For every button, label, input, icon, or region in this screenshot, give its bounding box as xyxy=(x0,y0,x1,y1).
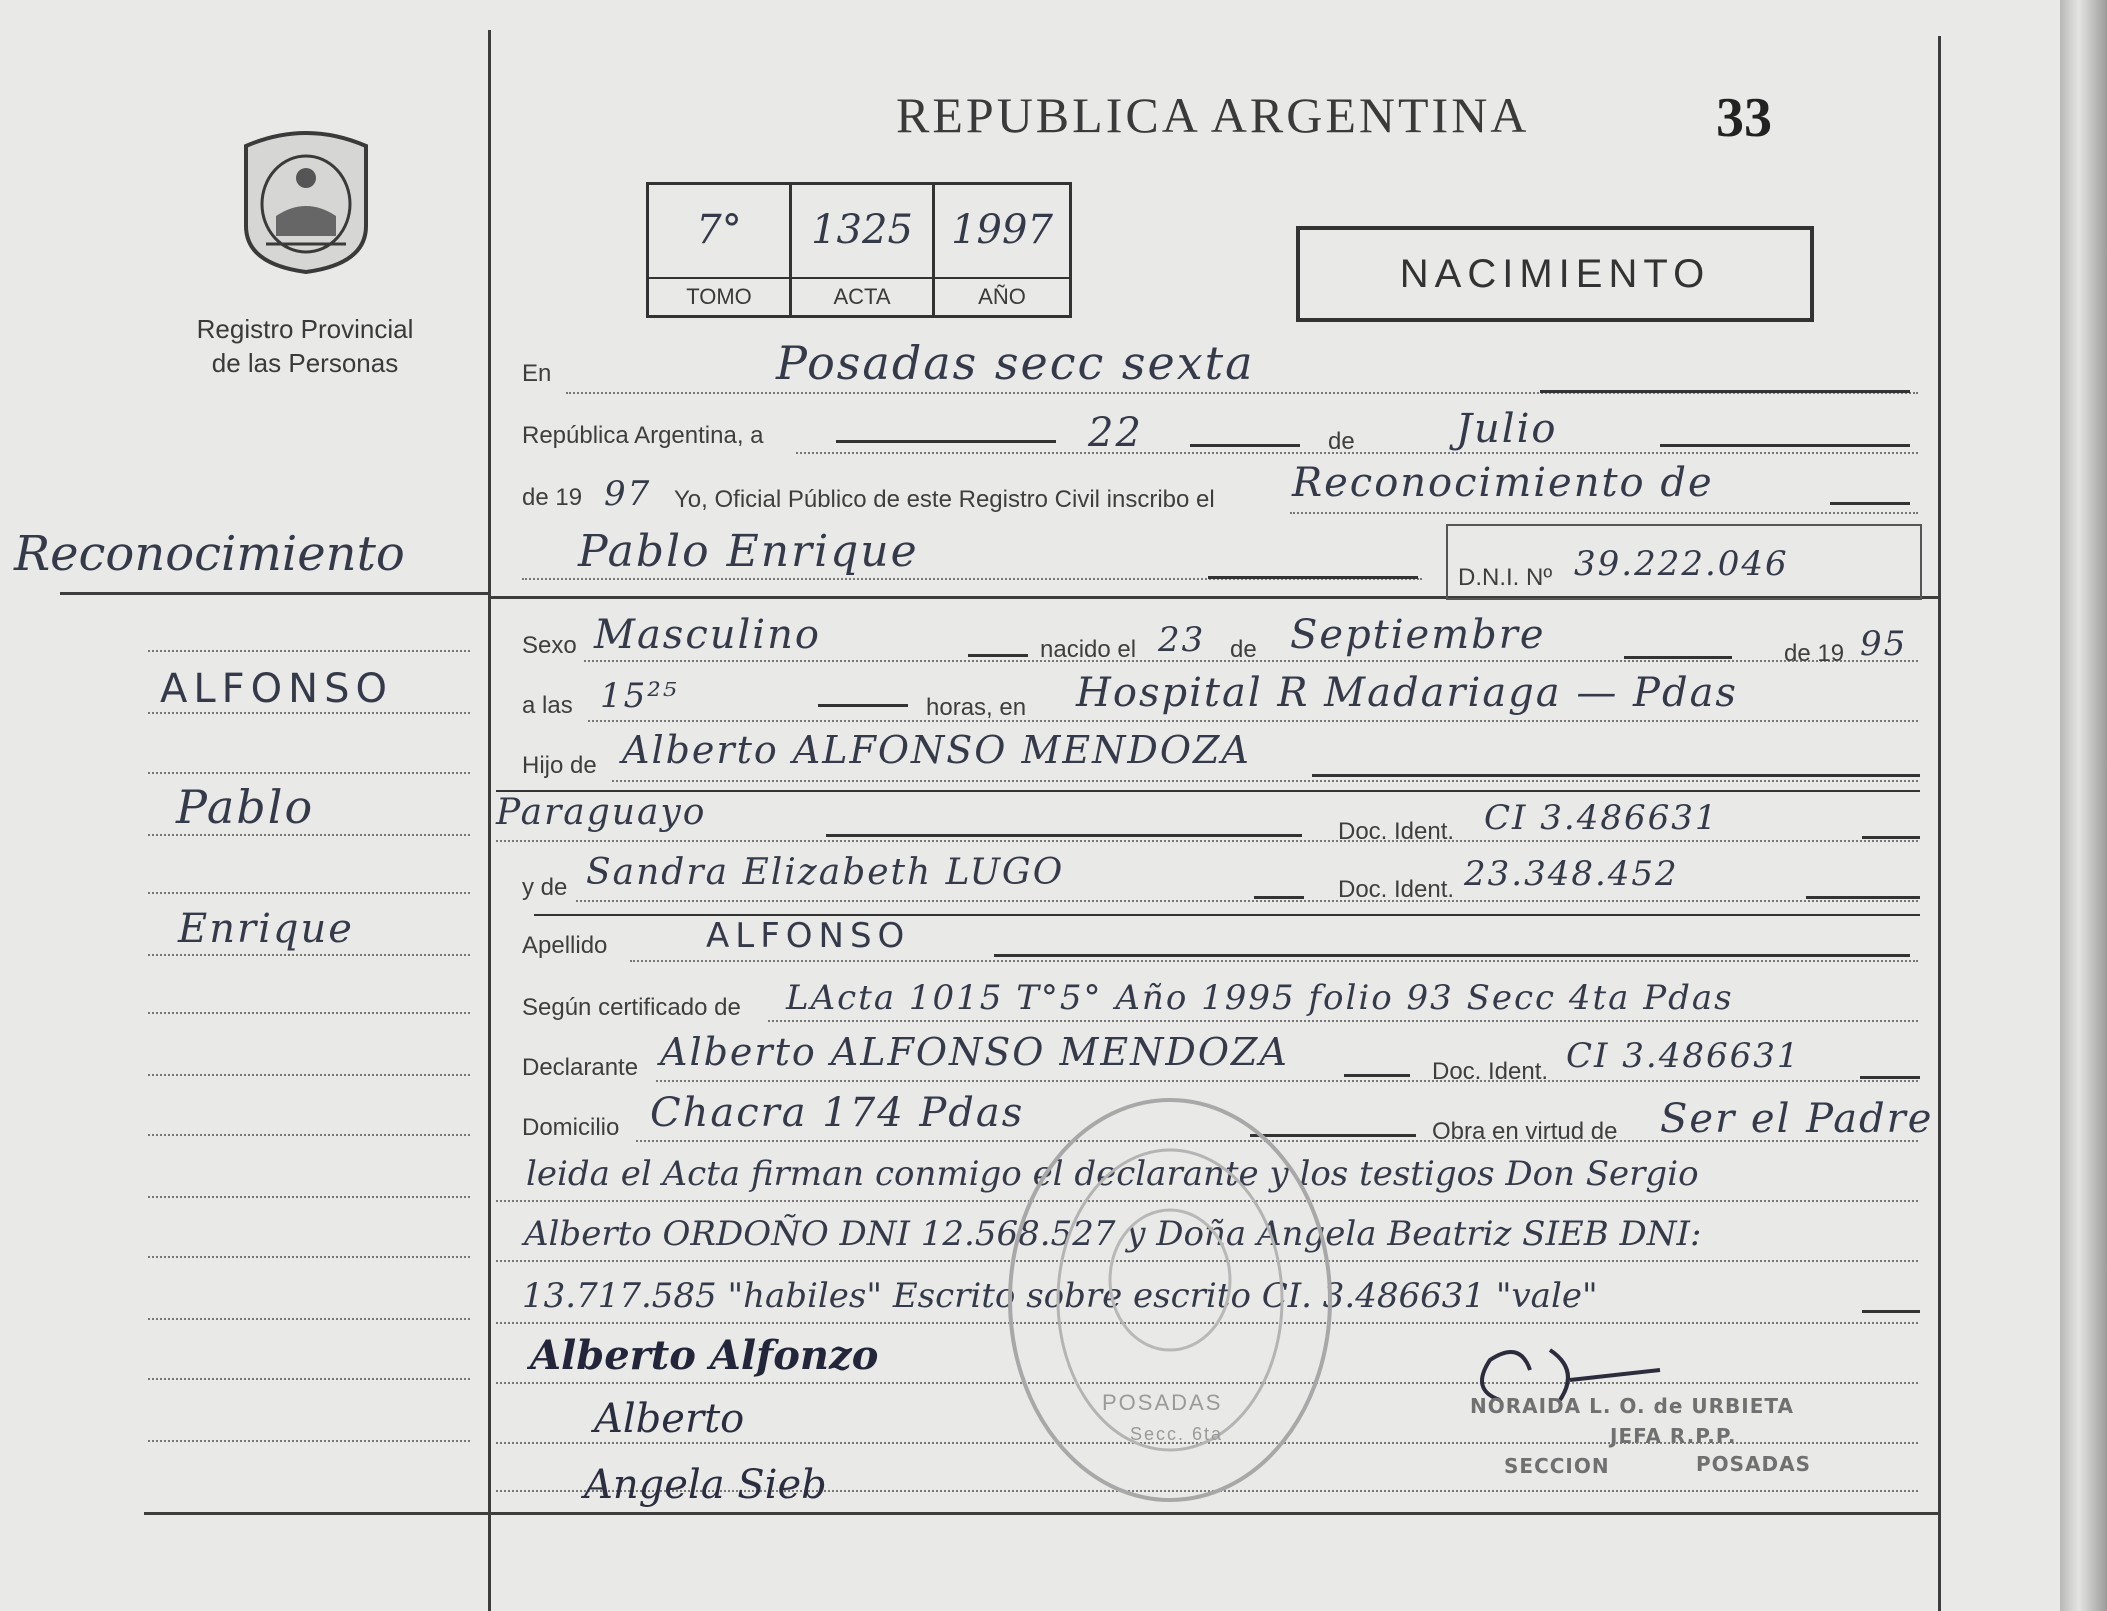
stamp-city: POSADAS xyxy=(1102,1390,1223,1415)
value-certificado: LActa 1015 T°5° Año 1995 folio 93 Secc 4ta Pdas xyxy=(786,978,1734,1018)
margin-dots xyxy=(148,1378,470,1380)
fill-line xyxy=(1254,896,1304,899)
row-dots xyxy=(496,840,1918,842)
official-section-label: SECCION xyxy=(1504,1454,1610,1478)
label-en: En xyxy=(522,360,552,387)
label-sexo: Sexo xyxy=(522,632,577,659)
stamp-section: Secc. 6ta xyxy=(1130,1424,1224,1444)
margin-dots xyxy=(148,1074,470,1076)
label-a-las: a las xyxy=(522,692,573,719)
label-doc-ident-declarante: Doc. Ident. xyxy=(1432,1058,1549,1085)
label-republica: República Argentina, a xyxy=(522,422,764,449)
registry-line-1: Registro Provincial xyxy=(196,314,414,344)
fill-line xyxy=(1806,896,1920,899)
signature-witness-1: Alberto xyxy=(594,1396,745,1442)
margin-top-rule xyxy=(60,592,490,595)
margin-dots xyxy=(148,1196,470,1198)
ano-value: 1997 xyxy=(951,207,1053,253)
fill-line xyxy=(1860,1076,1920,1079)
tomo-label: TOMO xyxy=(649,277,789,315)
margin-dots xyxy=(148,650,470,652)
value-nombre: Pablo Enrique xyxy=(578,526,919,577)
signature-declarante: Alberto Alfonzo xyxy=(530,1332,879,1379)
label-de-mes: de xyxy=(1230,636,1257,663)
fill-line xyxy=(818,704,908,707)
label-obra-en-virtud: Obra en virtud de xyxy=(1432,1118,1618,1145)
margin-dots xyxy=(148,892,470,894)
margin-dots xyxy=(148,1318,470,1320)
value-padre-nac: Paraguayo xyxy=(496,792,707,833)
registry-line-2: de las Personas xyxy=(211,348,399,378)
fill-line xyxy=(1624,656,1732,659)
registry-name xyxy=(160,312,450,380)
fill-line xyxy=(994,954,1910,957)
acta-label: ACTA xyxy=(792,277,932,315)
margin-dots xyxy=(148,712,470,714)
value-apellido: ALFONSO xyxy=(706,916,911,956)
fill-line xyxy=(1344,1074,1410,1077)
value-padre-doc: CI 3.486631 xyxy=(1484,798,1719,838)
value-mes: Julio xyxy=(1456,406,1558,452)
value-dia: 22 xyxy=(1088,410,1143,456)
observation-line-3: 13.717.585 "habiles" Escrito sobre escrito CI. 3.486631 "vale" xyxy=(522,1276,1598,1316)
label-de-19: de 19 xyxy=(522,484,583,511)
acta-value: 1325 xyxy=(811,207,913,253)
label-yo-oficial: Yo, Oficial Público de este Registro Civil inscribo el xyxy=(674,486,1215,513)
right-border xyxy=(1938,36,1941,1611)
value-inscribe: Reconocimiento de xyxy=(1292,460,1714,506)
value-lugar: Posadas secc sexta xyxy=(776,336,1255,390)
observation-line-1: leida el Acta firman conmigo el declarante y los testigos Don Sergio xyxy=(526,1154,1699,1194)
margin-surname: ALFONSO xyxy=(160,666,393,712)
fill-line xyxy=(1190,444,1300,447)
label-doc-ident-madre: Doc. Ident. xyxy=(1338,876,1455,903)
label-horas-en: horas, en xyxy=(926,694,1027,721)
value-sexo: Masculino xyxy=(594,612,821,658)
value-lugar-nac: Hospital R Madariaga — Pdas xyxy=(1076,670,1738,716)
value-declarante: Alberto ALFONSO MENDOZA xyxy=(660,1030,1289,1074)
acta-cell xyxy=(792,185,935,315)
fill-line xyxy=(826,834,1302,837)
signature-witness-2: Angela Sieb xyxy=(584,1462,827,1508)
fill-line xyxy=(1312,774,1920,777)
ano-cell xyxy=(935,185,1069,315)
page-title: REPUBLICA ARGENTINA xyxy=(896,87,1530,143)
fill-line xyxy=(1862,836,1920,839)
label-nacido-el: nacido el xyxy=(1040,636,1137,663)
row-dots xyxy=(612,780,1918,782)
margin-first-name: Pablo xyxy=(176,780,315,834)
value-nac-anio: 95 xyxy=(1860,624,1908,664)
margin-dots xyxy=(148,1012,470,1014)
fill-line xyxy=(1208,576,1418,579)
official-title: JEFA R.P.P. xyxy=(1610,1424,1737,1448)
label-apellido: Apellido xyxy=(522,932,608,959)
label-dni: D.N.I. Nº xyxy=(1458,564,1553,591)
value-declarante-doc: CI 3.486631 xyxy=(1566,1036,1801,1076)
left-column-divider xyxy=(488,30,491,1611)
page-number: 33 xyxy=(1716,87,1772,149)
row-dots xyxy=(630,960,1918,962)
label-declarante: Declarante xyxy=(522,1054,639,1081)
fill-line xyxy=(1862,1310,1920,1313)
value-nac-mes: Septiembre xyxy=(1290,612,1546,658)
margin-note: Reconocimiento xyxy=(14,526,405,582)
row-dots xyxy=(656,1080,1918,1082)
row-dots xyxy=(796,452,1918,454)
value-nac-dia: 23 xyxy=(1158,620,1206,660)
margin-dots xyxy=(148,954,470,956)
label-segun-certificado: Según certificado de xyxy=(522,994,741,1021)
fill-line xyxy=(1830,502,1910,505)
province-seal-icon xyxy=(236,126,376,274)
row-dots xyxy=(1290,512,1918,514)
margin-dots xyxy=(148,1440,470,1442)
value-anio: 97 xyxy=(604,474,652,514)
label-doc-ident-padre: Doc. Ident. xyxy=(1338,818,1455,845)
value-hora: 15²⁵ xyxy=(600,676,679,716)
value-padre: Alberto ALFONSO MENDOZA xyxy=(622,728,1251,772)
label-hijo-de: Hijo de xyxy=(522,752,597,779)
official-name: NORAIDA L. O. de URBIETA xyxy=(1470,1394,1794,1418)
value-domicilio: Chacra 174 Pdas xyxy=(650,1090,1025,1136)
official-section-city: POSADAS xyxy=(1696,1452,1812,1476)
value-madre: Sandra Elizabeth LUGO xyxy=(586,852,1065,893)
act-type-box: NACIMIENTO xyxy=(1296,226,1814,322)
tomo-cell xyxy=(649,185,792,315)
tomo-value: 7° xyxy=(696,207,742,253)
fill-line xyxy=(1660,444,1910,447)
row-dots xyxy=(768,1020,1918,1022)
value-obra: Ser el Padre xyxy=(1660,1096,1934,1142)
margin-dots xyxy=(148,772,470,774)
label-y-de: y de xyxy=(522,874,568,901)
label-domicilio: Domicilio xyxy=(522,1114,620,1141)
fill-line xyxy=(836,440,1056,443)
label-de: de xyxy=(1328,428,1355,455)
fill-line xyxy=(1540,390,1910,393)
ano-label: AÑO xyxy=(935,277,1069,315)
margin-dots xyxy=(148,1134,470,1136)
margin-middle-name: Enrique xyxy=(178,906,354,952)
fill-line xyxy=(496,790,1920,792)
row-dots xyxy=(588,720,1918,722)
margin-dots xyxy=(148,834,470,836)
fill-line xyxy=(968,654,1028,657)
record-number-table xyxy=(646,182,1072,318)
margin-dots xyxy=(148,1256,470,1258)
bottom-rule xyxy=(144,1512,1940,1515)
value-dni: 39.222.046 xyxy=(1574,544,1789,584)
binding-edge xyxy=(2060,0,2107,1611)
observation-line-2: Alberto ORDOÑO DNI 12.568.527 y Doña Angela Beatriz SIEB DNI: xyxy=(524,1214,1702,1254)
value-madre-doc: 23.348.452 xyxy=(1464,854,1679,894)
row-dots xyxy=(576,900,1918,902)
label-de-19b: de 19 xyxy=(1784,640,1845,667)
official-stamp-icon xyxy=(1000,1090,1340,1510)
